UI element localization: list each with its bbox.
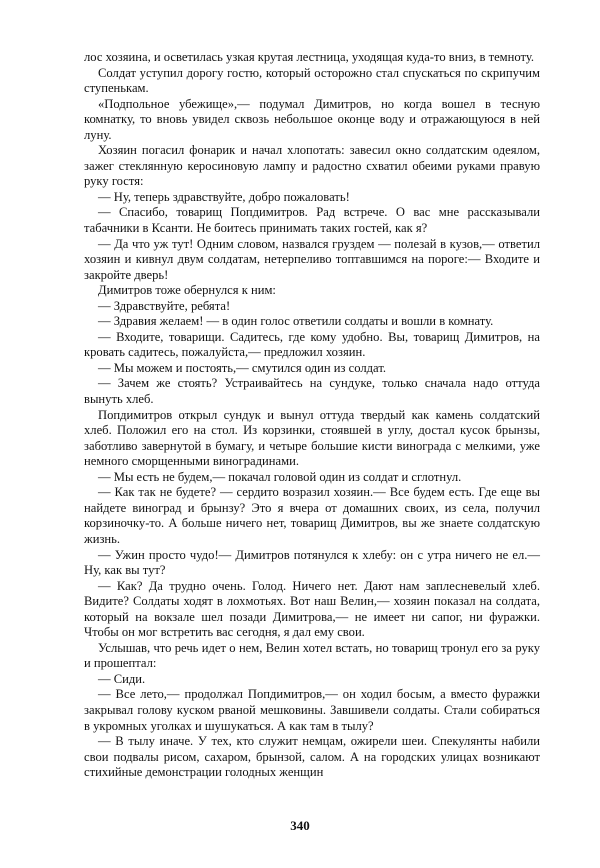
- paragraph-19: Услышав, что речь идет о нем, Велин хотел встать, но товарищ тронул его за руку и прошептал:: [84, 640, 540, 671]
- paragraph-14: Попдимитров открыл сундук и вынул оттуда твердый как камень солдатский хлеб. Положил его на стол. Из корзинки, стоявшей в углу, достал кусок брынзы, заботливо завернутой в бумагу, и четыре большие кисти винограда с мелкими, уже немного сморщенными виноградинами.: [84, 407, 540, 469]
- paragraph-16: — Как так не будете? — сердито возразил хозяин.— Все будем есть. Где еще вы найдете виноград и брынзу? Это я вчера от домашних своих, из села, получил корзиночку-то. А больше ничего нет, товарищ Димитров, вы же знаете солдатскую жизнь.: [84, 485, 540, 546]
- paragraph-6: — Спасибо, товарищ Попдимитров. Рад встрече. О вас мне рассказывали табачники в Ксанти. Не боитесь принимать таких гостей, как я?: [84, 205, 540, 236]
- paragraph-5: — Ну, теперь здравствуйте, добро пожаловать!: [98, 189, 350, 204]
- paragraph-3: «Подпольное убежище»,— подумал Димитров, но когда вошел в тесную комнатку, то вновь увидел сквозь небольшое оконце воду и отражающуюся в ней луну.: [84, 96, 540, 142]
- paragraph-2: Солдат уступил дорогу гостю, который осторожно стал спускаться по скрипучим ступенькам.: [84, 65, 540, 96]
- paragraph-7: — Да что уж тут! Одним словом, назвался груздем — полезай в кузов,— ответил хозяин и кивнул двум солдатам, нетерпеливо топтавшимся на пороге:— Входите и закройте дверь!: [84, 236, 540, 282]
- paragraph-17: — Ужин просто чудо!— Димитров потянулся к хлебу: он с утра ничего не ел.— Ну, как вы тут?: [84, 547, 540, 578]
- paragraph-4: Хозяин погасил фонарик и начал хлопотать: завесил окно солдатским одеялом, зажег стеклянную керосиновую лампу и радостно схватил обеими руками правую руку гостя:: [84, 143, 540, 189]
- paragraph-9: — Здравствуйте, ребята!: [98, 298, 231, 313]
- paragraph-15: — Мы есть не будем,— покачал головой один из солдат и сглотнул.: [98, 469, 462, 484]
- paragraph-20: — Сиди.: [98, 671, 146, 686]
- paragraph-13: — Зачем же стоять? Устраивайтесь на сундуке, только сначала надо оттуда вынуть хлеб.: [84, 376, 540, 407]
- paragraph-8: Димитров тоже обернулся к ним:: [98, 283, 276, 298]
- page-number: 340: [290, 818, 310, 833]
- paragraph-18: — Как? Да трудно очень. Голод. Ничего нет. Дают нам заплесневелый хлеб. Видите? Солдаты ходят в лохмотьях. Вот наш Велин,— хозяин показал на солдата, который на вокзале шел позади Димитрова,— не имеет ни сапог, ни фуражки. Чтобы он мог встретить вас сегодня, я дал ему свои.: [84, 578, 540, 640]
- paragraph-1: лос хозяина, и осветилась узкая крутая лестница, уходящая куда-то вниз, в темноту.: [84, 50, 535, 64]
- paragraph-21: — Все лето,— продолжал Попдимитров,— он ходил босым, а вместо фуражки закрывал голову куском рваной мешковины. Завшивели солдаты. Стали собираться в укромных уголках и шушукаться. А как там в тылу?: [84, 687, 540, 733]
- paragraph-22: — В тылу иначе. У тех, кто служит немцам, ожирели шеи. Спекулянты набили свои подвалы рисом, сахаром, брынзой, салом. А на городских улицах возникают стихийные демонстрации голодных женщин: [84, 734, 540, 780]
- paragraph-10: — Здравия желаем! — в один голос ответили солдаты и вошли в комнату.: [98, 314, 494, 329]
- page-text: [84, 50, 540, 781]
- paragraph-11: — Входите, товарищи. Садитесь, где кому удобно. Вы, товарищ Димитров, на кровать садитесь, пожалуйста,— предложил хозяин.: [84, 329, 540, 360]
- paragraph-12: — Мы можем и постоять,— смутился один из солдат.: [98, 360, 387, 375]
